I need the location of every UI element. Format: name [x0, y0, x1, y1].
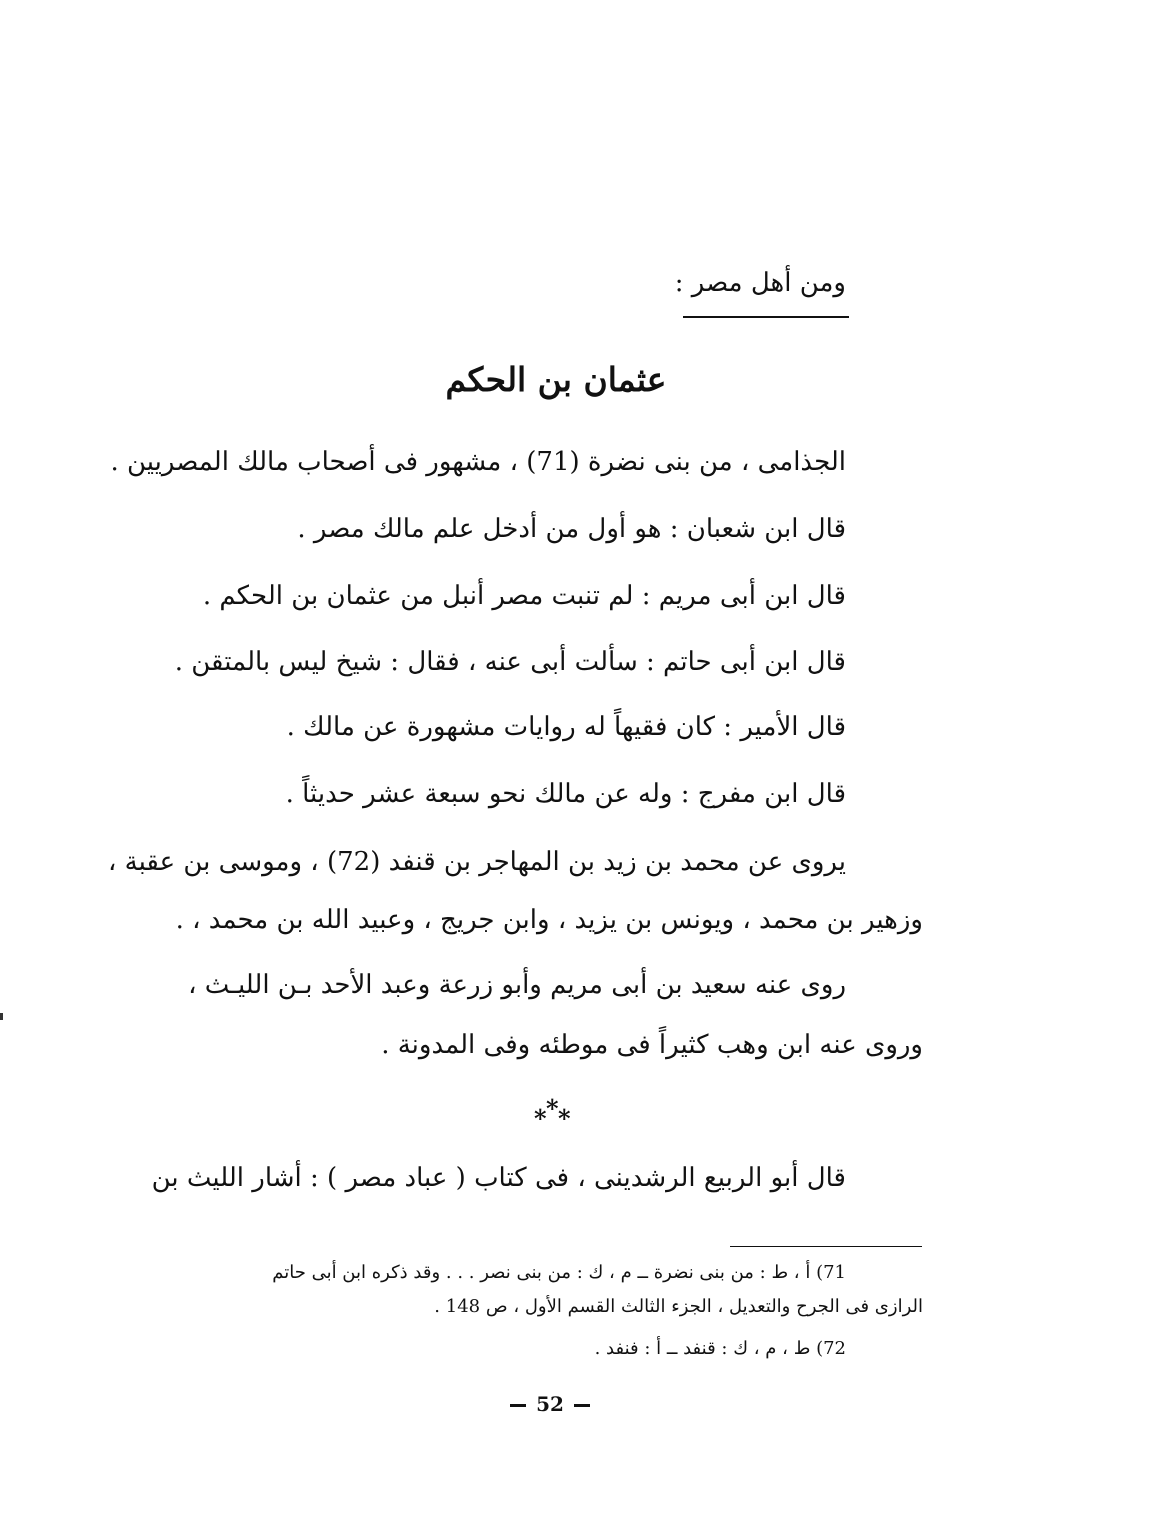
asterism-star: *	[534, 1104, 547, 1133]
section-heading-underline	[683, 316, 849, 318]
body-line: قال ابن شعبان : هو أول من أدخل علم مالك مصر .	[297, 514, 846, 544]
footnote-line: الرازى فى الجرح والتعديل ، الجزء الثالث القسم الأول ، ص 148 .	[434, 1296, 923, 1317]
entry-title: عثمان بن الحكم	[445, 360, 667, 399]
page-number-dash	[574, 1404, 590, 1407]
body-line: قال أبو الربيع الرشدينى ، فى كتاب ( عباد مصر ) : أشار الليث بن	[151, 1163, 846, 1193]
body-line: روى عنه سعيد بن أبى مريم وأبو زرعة وعبد الأحد بـن الليـث ،	[188, 970, 846, 1000]
scan-edge-mark	[0, 1013, 3, 1020]
section-heading: ومن أهل مصر :	[674, 268, 846, 298]
page-number: 52	[536, 1392, 564, 1416]
page-number-row	[0, 1392, 1100, 1416]
page-number-dash	[510, 1404, 526, 1407]
body-line: قال ابن أبى مريم : لم تنبت مصر أنبل من عثمان بن الحكم .	[202, 581, 846, 611]
body-line: قال ابن أبى حاتم : سألت أبى عنه ، فقال : شيخ ليس بالمتقن .	[174, 647, 846, 677]
asterism-separator	[520, 1094, 580, 1140]
asterism-star: *	[546, 1094, 559, 1123]
body-line: قال الأمير : كان فقيهاً له روايات مشهورة عن مالك .	[286, 712, 846, 742]
footnote-line: 71) أ ، ط : من بنى نضرة ــ م ، ك : من بنى نصر . . . وقد ذكره ابن أبى حاتم	[272, 1262, 846, 1283]
body-line: الجذامى ، من بنى نضرة (71) ، مشهور فى أصحاب مالك المصريين .	[110, 447, 846, 477]
footnote-line: 72) ط ، م ، ك : قنفد ــ أ : فنفد .	[594, 1338, 846, 1359]
body-line: وزهير بن محمد ، ويونس بن يزيد ، وابن جريج ، وعبيد الله بن محمد ، .	[175, 905, 923, 935]
asterism-star: *	[558, 1104, 571, 1133]
body-line: يروى عن محمد بن زيد بن المهاجر بن قنفد (72) ، وموسى بن عقبة ،	[107, 847, 846, 877]
body-line: قال ابن مفرج : وله عن مالك نحو سبعة عشر حديثاً .	[285, 779, 846, 809]
footnote-separator	[730, 1246, 922, 1247]
body-line: وروى عنه ابن وهب كثيراً فى موطئه وفى المدونة .	[381, 1030, 923, 1060]
